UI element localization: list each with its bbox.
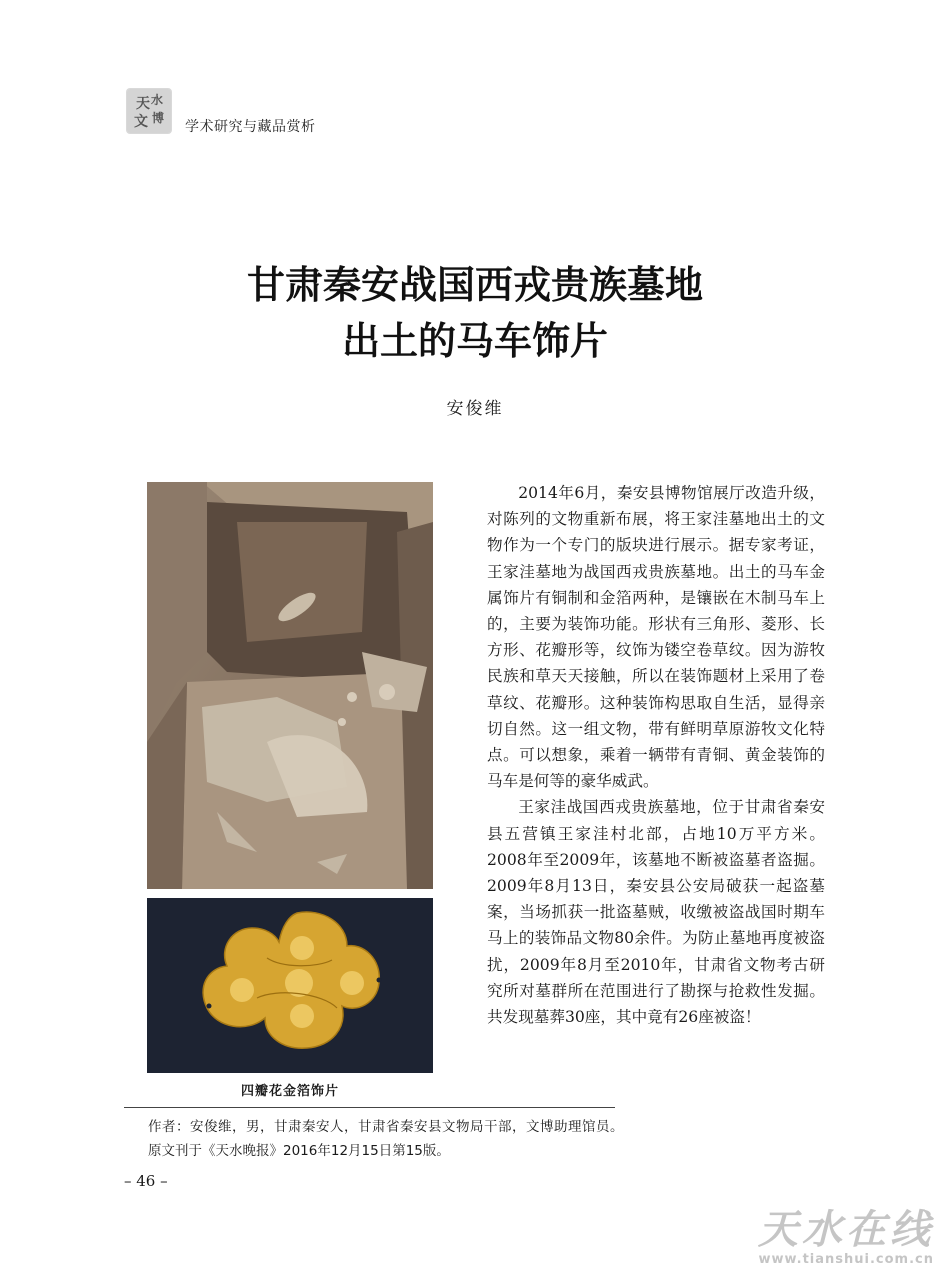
- watermark-text: 天水在线: [758, 1207, 934, 1253]
- paragraph: 王家洼战国西戎贵族墓地，位于甘肃省秦安县五营镇王家洼村北部，占地10万平方米。2008年至2009年，该墓地不断被盗墓者盗掘。2009年8月13日，秦安县公安局破获一起盗墓案，当场抓获一批盗墓贼，收缴被盗战国时期车马上的装饰品文物80余件。为防止墓地再度被盗扰，2009年8月至2010年，甘肃省文物考古研究所对墓群所在范围进行了勘探与抢救性发掘。共发现墓葬30座，其中竟有26座被盗！: [487, 798, 825, 1027]
- author-footnote: 作者：安俊维，男，甘肃秦安人，甘肃省秦安县文物局干部，文博助理馆员。: [148, 1119, 624, 1135]
- paragraph: 2014年6月，秦安县博物馆展厅改造升级，对陈列的文物重新布展，将王家洼墓地出土的文物作为一个专门的版块进行展示。据专家考证，王家洼墓地为战国西戎贵族墓地。出土的马车金属饰片有铜制和金箔两种，是镶嵌在木制马车上的，主要为装饰功能。形状有三角形、菱形、长方形、花瓣形等，纹饰为镂空卷草纹。因为游牧民族和草天天接触，所以在装饰题材上采用了卷草纹、花瓣形。这种装饰构思取自生活，显得亲切自然。这一组文物，带有鲜明草原游牧文化特点。可以想象，乘着一辆带有青铜、黄金装饰的马车是何等的豪华威武。: [487, 484, 825, 791]
- article-author: 安俊维: [446, 399, 504, 419]
- gold-foil-ornament-photo: [147, 898, 433, 1073]
- article-body: [487, 480, 825, 1030]
- section-name: 学术研究与藏品赏析: [185, 119, 316, 135]
- watermark-url: www.tianshui.com.cn: [758, 1252, 934, 1267]
- svg-text:博: 博: [152, 111, 165, 125]
- journal-logo: [126, 88, 172, 134]
- source-footnote: 原文刊于《天水晚报》2016年12月15日第15版。: [148, 1143, 450, 1159]
- svg-text:文: 文: [134, 114, 148, 130]
- site-watermark: [754, 1208, 934, 1274]
- svg-text:水: 水: [151, 93, 164, 107]
- article-title-line1: 甘肃秦安战国西戎贵族墓地: [246, 263, 703, 307]
- article-title-line2: 出土的马车饰片: [341, 319, 608, 363]
- page-number: – 46 –: [124, 1172, 168, 1190]
- journal-logo-seal-icon: [126, 88, 172, 134]
- svg-text:天: 天: [136, 96, 150, 112]
- image-caption: 四瓣花金箔饰片: [240, 1084, 339, 1099]
- excavation-photo: [147, 482, 433, 889]
- footnote-divider: [124, 1107, 615, 1108]
